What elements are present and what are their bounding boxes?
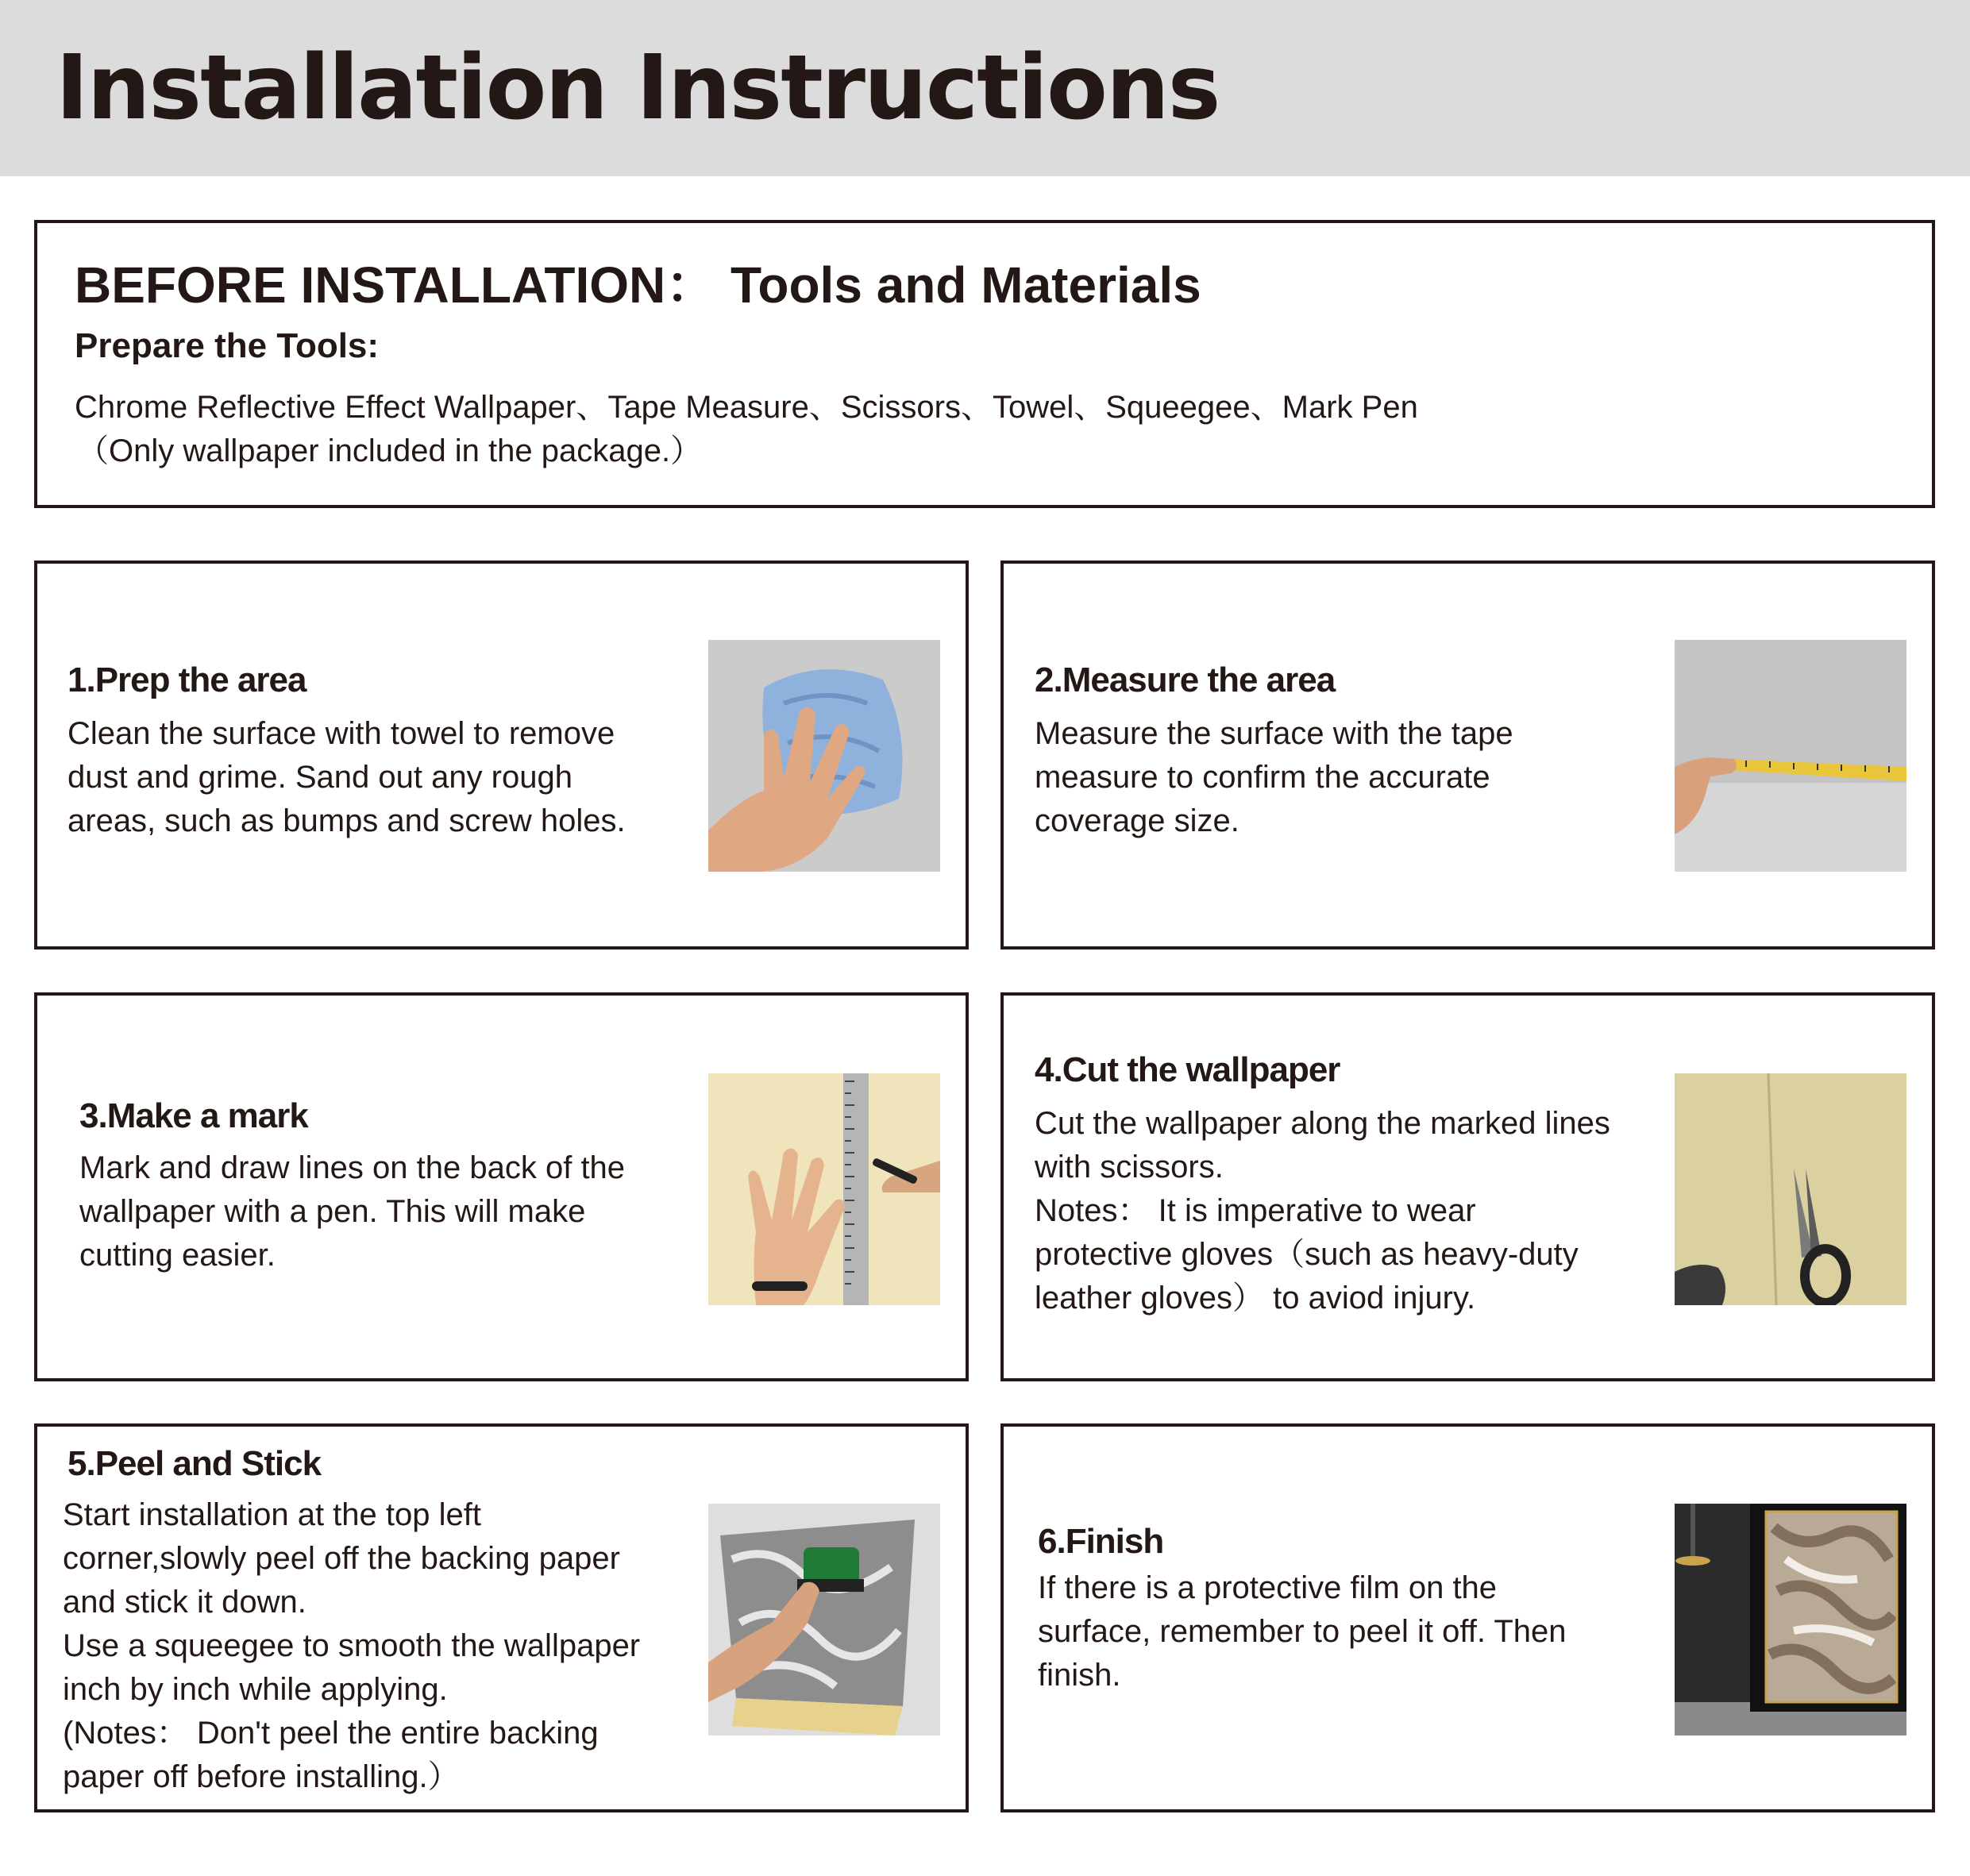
- step-text-line: Measure the surface with the tape: [1035, 716, 1513, 751]
- step-3-text: [79, 1146, 707, 1277]
- tape-measure-photo-icon: [1675, 640, 1906, 872]
- step-text-line: inch by inch while applying.: [63, 1672, 448, 1707]
- step-text-line: Use a squeegee to smooth the wallpaper: [63, 1628, 641, 1663]
- step-6-text: [1038, 1566, 1665, 1697]
- page-title: Installation Instructions: [56, 37, 1220, 140]
- step-text-line: leather gloves） to aviod injury.: [1035, 1281, 1476, 1316]
- step-text-line: Clean the surface with towel to remove: [67, 716, 615, 751]
- step-text-line: wallpaper with a pen. This will make: [79, 1194, 586, 1229]
- step-1-card: [34, 560, 969, 950]
- step-text-line: corner,slowly peel off the backing paper: [63, 1541, 620, 1576]
- step-text-line: areas, such as bumps and screw holes.: [67, 803, 626, 838]
- step-4-title: 4.Cut the wallpaper: [1035, 1050, 1340, 1089]
- step-text-line: finish.: [1038, 1658, 1121, 1693]
- step-text-line: Start installation at the top left: [63, 1497, 481, 1532]
- step-text-line: Notes： It is imperative to wear: [1035, 1193, 1476, 1228]
- step-4-card: [1000, 992, 1935, 1381]
- step-1-title: 1.Prep the area: [67, 661, 306, 699]
- step-text-line: dust and grime. Sand out any rough: [67, 760, 572, 795]
- step-5-title: 5.Peel and Stick: [67, 1444, 322, 1483]
- step-5-text: [63, 1493, 690, 1799]
- tools-list: Chrome Reflective Effect Wallpaper、Tape Measure、Scissors、Towel、Squeegee、Mark Pen: [75, 390, 1418, 425]
- step-text-line: and stick it down.: [63, 1585, 306, 1620]
- step-2-card: [1000, 560, 1935, 950]
- step-text-line: (Notes： Don't peel the entire backing: [63, 1716, 599, 1751]
- step-text-line: measure to confirm the accurate: [1035, 760, 1490, 795]
- before-installation-panel: [34, 220, 1935, 508]
- step-1-text: [67, 712, 695, 843]
- step-text-line: protective gloves（such as heavy-duty: [1035, 1237, 1579, 1272]
- step-text-line: with scissors.: [1035, 1150, 1224, 1185]
- step-text-line: coverage size.: [1035, 803, 1239, 838]
- step-6-card: [1000, 1423, 1935, 1812]
- step-4-text: [1035, 1102, 1662, 1320]
- step-3-card: [34, 992, 969, 1381]
- before-installation-title: BEFORE INSTALLATION： Tools and Materials: [75, 256, 1201, 314]
- finished-wall-photo-icon: [1675, 1504, 1906, 1735]
- step-text-line: paper off before installing.）: [63, 1759, 460, 1794]
- step-2-text: [1035, 712, 1662, 843]
- package-note: （Only wallpaper included in the package.）: [77, 433, 703, 468]
- step-text-line: surface, remember to peel it off. Then: [1038, 1614, 1567, 1649]
- scissors-photo-icon: [1675, 1073, 1906, 1305]
- ruler-pen-photo-icon: [708, 1073, 940, 1305]
- step-5-card: [34, 1423, 969, 1812]
- step-text-line: Mark and draw lines on the back of the: [79, 1150, 626, 1185]
- step-text-line: cutting easier.: [79, 1238, 276, 1273]
- step-text-line: Cut the wallpaper along the marked lines: [1035, 1106, 1610, 1141]
- step-text-line: If there is a protective film on the: [1038, 1570, 1498, 1605]
- prepare-tools-heading: Prepare the Tools:: [75, 326, 380, 365]
- towel-hand-photo-icon: [708, 640, 940, 872]
- step-6-title: 6.Finish: [1038, 1522, 1164, 1561]
- step-2-title: 2.Measure the area: [1035, 661, 1336, 699]
- squeegee-photo-icon: [708, 1504, 940, 1735]
- header-bar: [0, 0, 1970, 176]
- step-3-title: 3.Make a mark: [79, 1096, 308, 1135]
